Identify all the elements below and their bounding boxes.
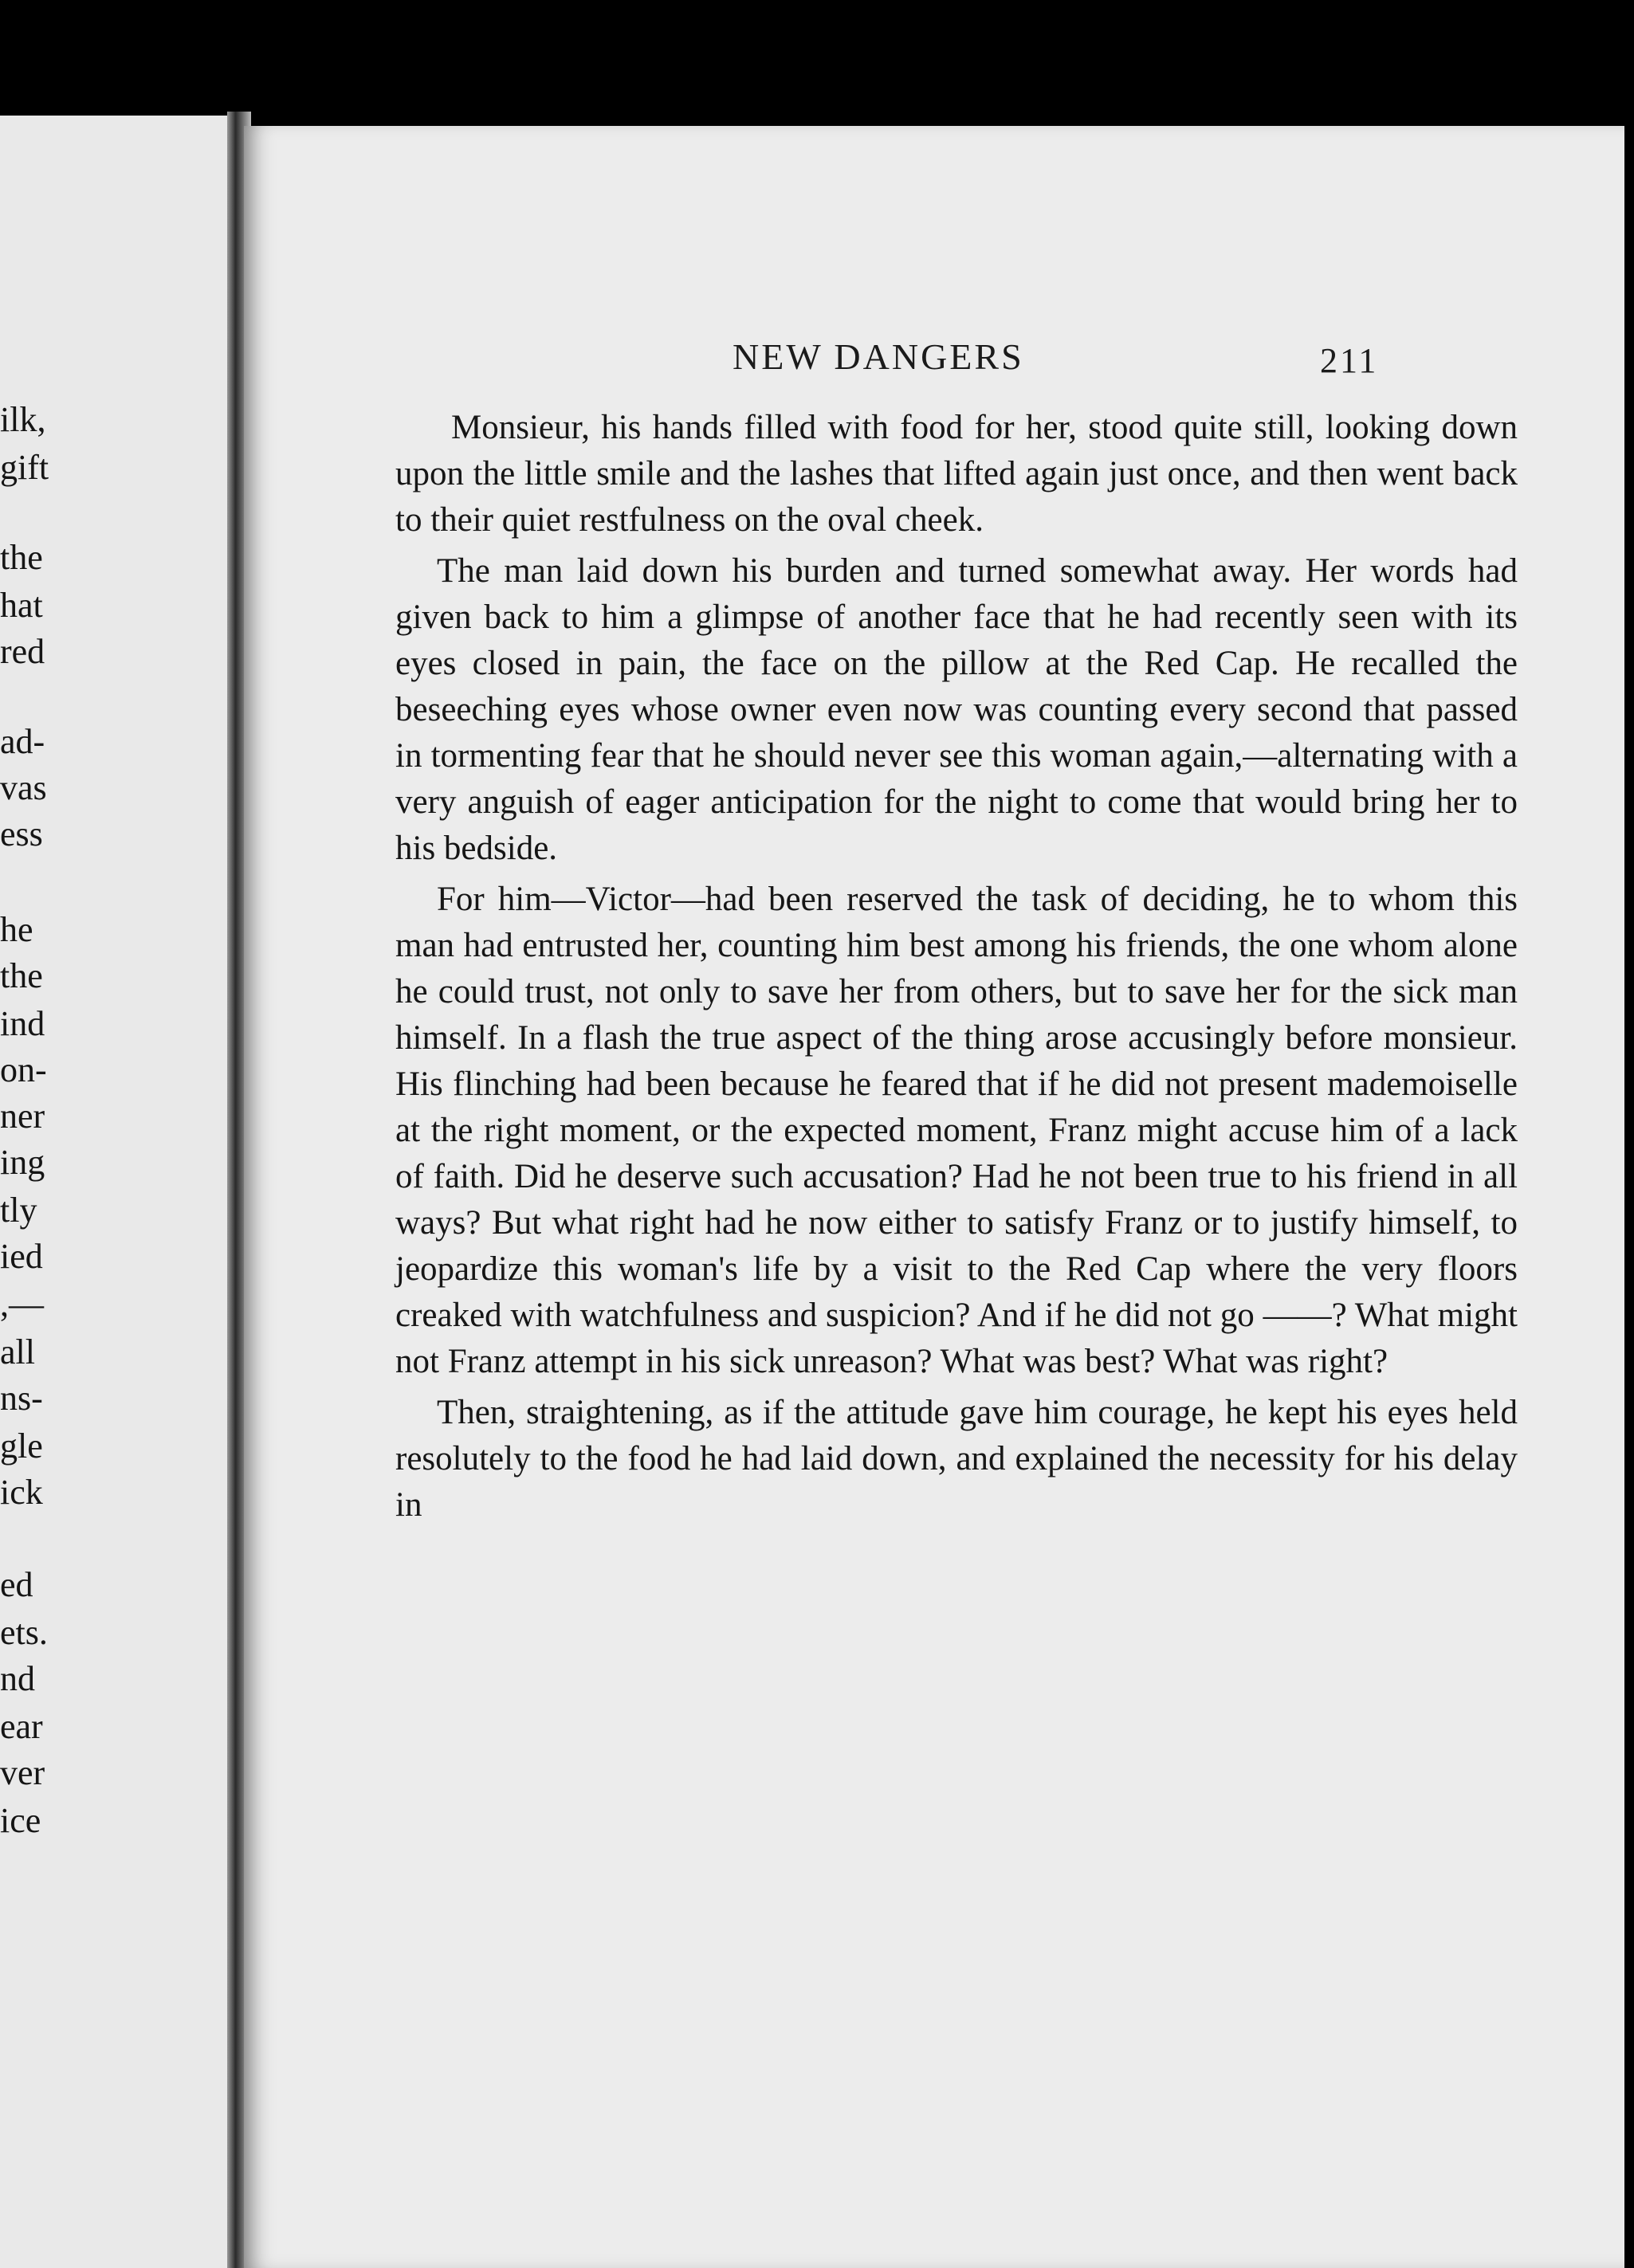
facing-line: ed: [0, 1565, 33, 1604]
facing-line: ind: [0, 1004, 45, 1043]
facing-line: gle: [0, 1426, 43, 1466]
paragraph: Then, straightening, as if the attitude gave him courage, he kept his eyes held resolutely to the food he had laid down, and explained the necessity for his delay in: [395, 1394, 1518, 1524]
facing-line: ner: [0, 1097, 45, 1136]
facing-line: hat: [0, 586, 43, 625]
facing-line: all: [0, 1332, 35, 1371]
book-page: [244, 126, 1624, 2268]
facing-line: the: [0, 956, 43, 995]
facing-line: ilk,: [0, 400, 46, 439]
facing-line: ing: [0, 1143, 45, 1182]
facing-line: ess: [0, 814, 43, 853]
facing-page-text: [0, 116, 233, 2268]
facing-line: he: [0, 910, 33, 949]
page-number: 211: [1320, 341, 1379, 380]
facing-line: ied: [0, 1237, 43, 1276]
paragraph: For him—Victor—had been reserved the task of deciding, he to whom this man had entrusted her, counting him best among his friends, the one whom alone he could trust, not only to save her from others, but to save her for the sick man himself. In a flash the true aspect of the thing arose accusingly before monsieur. His flinching had been because he feared that if he did not present mademoiselle at the right moment, or the expected moment, Franz might accuse him of a lack of faith. Did he deserve such accusation? Had he not been true to his friend in all ways? But what right had he now either to satisfy Franz or to justify himself, to jeopardize this woman's life by a visit to the Red Cap where the very floors creaked with watchfulness and suspicion? And if he did not go ——? What might not Franz attempt in his sick unreason? What was best? What was right?: [395, 881, 1518, 1380]
facing-line: ets.: [0, 1613, 48, 1652]
facing-line: red: [0, 632, 45, 671]
facing-line: vas: [0, 768, 47, 807]
facing-line: ns-: [0, 1379, 43, 1418]
facing-line: on-: [0, 1050, 47, 1089]
facing-line: tly: [0, 1191, 37, 1230]
facing-line: nd: [0, 1659, 35, 1698]
facing-line: gift: [0, 448, 49, 487]
facing-line: ver: [0, 1753, 45, 1792]
paragraph: The man laid down his burden and turned somewhat away. Her words had given back to him a glimpse of another face that he had recently seen with its eyes closed in pain, the face on the pillow at the Red Cap. He recalled the beseeching eyes whose owner even now was counting every second that passed in tormenting fear that he should never see this woman again,—alternating with a very anguish of eager anticipation for the night to come that would bring her to his bedside.: [395, 552, 1518, 867]
facing-line: ick: [0, 1473, 43, 1512]
facing-line: the: [0, 538, 43, 577]
facing-line: ,—: [0, 1285, 44, 1324]
facing-page: [0, 116, 233, 2268]
facing-line: ear: [0, 1707, 43, 1746]
body-text: [395, 405, 1518, 1533]
facing-line: ice: [0, 1801, 41, 1840]
running-title: NEW DANGERS: [733, 336, 1024, 377]
facing-line: ad-: [0, 722, 45, 761]
running-header: [244, 335, 1624, 383]
paragraph: Monsieur, his hands filled with food for her, stood quite still, looking down upon the little smile and the lashes that lifted again just once, and then went back to their quiet restfulness on the oval cheek.: [395, 409, 1518, 539]
